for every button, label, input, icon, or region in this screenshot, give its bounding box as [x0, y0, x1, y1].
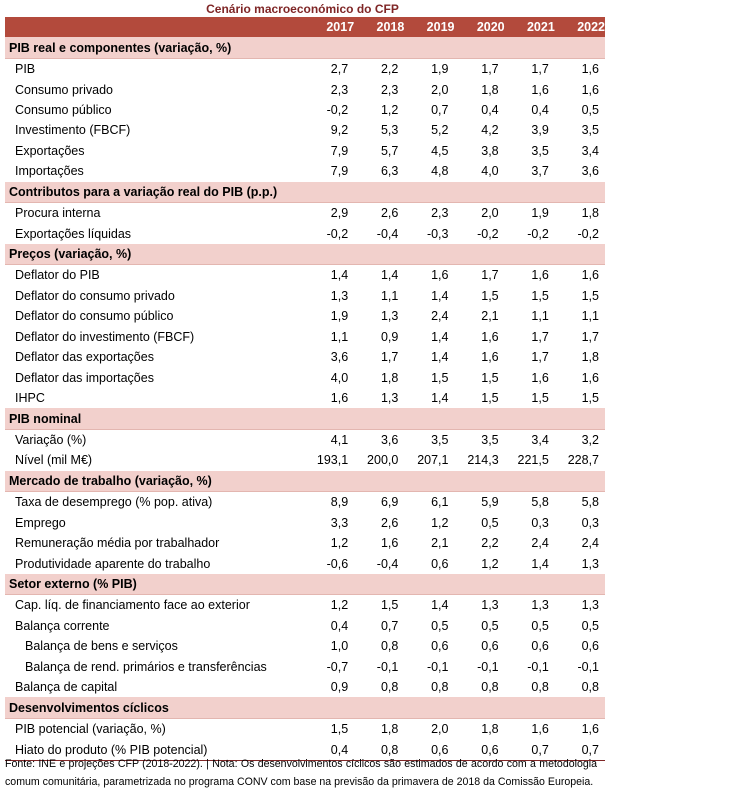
row-label: Deflator do consumo privado	[15, 288, 175, 303]
value-cell: -0,7	[326, 659, 349, 674]
value-cell: 1,3	[481, 598, 499, 613]
value-cell: -0,2	[477, 226, 499, 241]
table-row	[5, 367, 605, 387]
value-cell: 1,5	[481, 391, 499, 406]
table-row	[5, 616, 605, 636]
table-row	[5, 513, 605, 533]
table-row	[5, 58, 605, 79]
table-row	[5, 450, 605, 470]
value-cell: -0,2	[326, 102, 349, 117]
value-cell: 3,7	[531, 164, 549, 179]
macro-scenario-table	[5, 17, 605, 761]
value-cell: 1,6	[330, 391, 349, 406]
value-cell: 1,8	[481, 722, 499, 737]
value-cell: 2,3	[330, 82, 349, 97]
row-label: Cap. líq. de financiamento face ao exterior	[15, 598, 250, 613]
table-row	[5, 141, 605, 161]
row-label: Remuneração média por trabalhador	[15, 536, 220, 551]
value-cell: 1,5	[531, 288, 549, 303]
value-cell: -0,1	[376, 659, 399, 674]
value-cell: 214,3	[467, 453, 499, 468]
value-cell: 1,4	[431, 350, 449, 365]
value-cell: 1,2	[481, 556, 499, 571]
value-cell: 1,6	[531, 370, 549, 385]
table-row	[5, 202, 605, 223]
value-cell: 1,1	[581, 309, 599, 324]
value-cell: 3,6	[380, 432, 399, 447]
section-title: Setor externo (% PIB)	[5, 574, 605, 595]
value-cell: 0,4	[330, 618, 349, 633]
value-cell: 207,1	[417, 453, 449, 468]
value-cell: 2,0	[481, 206, 499, 221]
value-cell: 1,6	[531, 82, 549, 97]
value-cell: -0,2	[577, 226, 599, 241]
row-label: Deflator do investimento (FBCF)	[15, 329, 195, 344]
value-cell: 1,4	[330, 268, 349, 283]
value-cell: 1,5	[380, 598, 399, 613]
value-cell: 0,8	[481, 680, 499, 695]
value-cell: 1,6	[581, 722, 599, 737]
section-title: Preços (variação, %)	[5, 244, 605, 265]
value-cell: 0,7	[505, 739, 555, 760]
value-cell: 7,9	[330, 143, 349, 158]
value-cell: 6,1	[431, 495, 449, 510]
value-cell: 3,5	[431, 432, 449, 447]
section-title: Desenvolvimentos cíclicos	[5, 697, 605, 718]
value-cell: 1,9	[431, 62, 449, 77]
value-cell: 1,2	[330, 536, 349, 551]
value-cell: -0,2	[527, 226, 549, 241]
value-cell: -0,4	[376, 226, 399, 241]
section-header-row	[5, 408, 605, 429]
value-cell: -0,3	[426, 226, 449, 241]
row-label: Consumo público	[15, 102, 112, 117]
value-cell: 1,4	[380, 268, 399, 283]
table-row	[5, 677, 605, 697]
row-label: Exportações líquidas	[15, 226, 132, 241]
row-label: Nível (mil M€)	[15, 453, 93, 468]
value-cell: 1,5	[581, 391, 599, 406]
value-cell: 200,0	[367, 453, 399, 468]
value-cell: 1,6	[581, 62, 599, 77]
value-cell: 3,9	[531, 123, 549, 138]
value-cell: 1,8	[380, 370, 399, 385]
table-row	[5, 533, 605, 553]
value-cell: 1,8	[481, 82, 499, 97]
value-cell: 0,6	[481, 639, 499, 654]
section-title: PIB nominal	[5, 408, 605, 429]
value-cell: 0,5	[481, 515, 499, 530]
row-label: Deflator das exportações	[15, 350, 154, 365]
table-row	[5, 429, 605, 450]
value-cell: 8,9	[330, 495, 349, 510]
row-label: Consumo privado	[15, 82, 113, 97]
value-cell: 1,0	[330, 639, 349, 654]
row-label: Investimento (FBCF)	[15, 123, 131, 138]
value-cell: 2,0	[431, 82, 449, 97]
row-label: Produtividade aparente do trabalho	[15, 556, 211, 571]
row-label: Taxa de desemprego (% pop. ativa)	[15, 495, 213, 510]
value-cell: 1,4	[531, 556, 549, 571]
row-label: Balança de bens e serviços	[25, 639, 178, 654]
value-cell: 4,8	[431, 164, 449, 179]
table-row	[5, 657, 605, 677]
value-cell: 0,8	[354, 739, 404, 760]
value-cell: 1,2	[431, 515, 449, 530]
table-row	[5, 120, 605, 140]
row-label: Balança de capital	[15, 680, 118, 695]
value-cell: 2,3	[431, 206, 449, 221]
value-cell: 5,2	[431, 123, 449, 138]
table-row	[5, 327, 605, 347]
value-cell: 2,0	[431, 722, 449, 737]
value-cell: 2,9	[330, 206, 349, 221]
row-label: PIB	[15, 62, 36, 77]
row-label: Exportações	[15, 143, 85, 158]
value-cell: 3,8	[481, 143, 499, 158]
row-label: Variação (%)	[15, 432, 87, 447]
value-cell: 2,7	[330, 62, 349, 77]
value-cell: 4,5	[431, 143, 449, 158]
value-cell: 2,4	[531, 536, 549, 551]
value-cell: 3,6	[581, 164, 599, 179]
value-cell: 2,1	[481, 309, 499, 324]
value-cell: 0,8	[431, 680, 449, 695]
value-cell: 1,6	[531, 722, 549, 737]
table-row	[5, 718, 605, 739]
value-cell: 0,7	[380, 618, 399, 633]
value-cell: 1,3	[380, 309, 399, 324]
value-cell: 6,9	[380, 495, 399, 510]
table-row	[5, 636, 605, 656]
row-label: Deflator do PIB	[15, 268, 100, 283]
value-cell: 9,2	[330, 123, 349, 138]
value-cell: 4,0	[481, 164, 499, 179]
row-label: Hiato do produto (% PIB potencial)	[5, 739, 304, 760]
value-cell: 1,5	[481, 288, 499, 303]
year-header: 2022	[555, 17, 605, 37]
value-cell: 1,6	[581, 82, 599, 97]
table-row	[5, 388, 605, 408]
row-label: PIB potencial (variação, %)	[15, 722, 166, 737]
value-cell: 0,6	[454, 739, 504, 760]
value-cell: 2,4	[431, 309, 449, 324]
value-cell: 0,4	[304, 739, 354, 760]
section-header-row	[5, 697, 605, 718]
value-cell: 0,7	[555, 739, 605, 760]
row-label: Balança de rend. primários e transferências	[25, 659, 267, 674]
value-cell: 0,4	[531, 102, 549, 117]
value-cell: 2,4	[581, 536, 599, 551]
table-row	[5, 265, 605, 286]
value-cell: 1,6	[531, 268, 549, 283]
row-label: Emprego	[15, 515, 66, 530]
value-cell: 1,4	[431, 288, 449, 303]
value-cell: 7,9	[330, 164, 349, 179]
value-cell: -0,2	[326, 226, 349, 241]
value-cell: 1,3	[581, 598, 599, 613]
table-row	[5, 595, 605, 616]
year-header: 2019	[404, 17, 454, 37]
value-cell: 0,6	[431, 556, 449, 571]
section-header-row	[5, 37, 605, 58]
value-cell: 5,3	[380, 123, 399, 138]
table-title: Cenário macroeconómico do CFP	[206, 2, 399, 16]
table-row	[5, 306, 605, 326]
value-cell: 0,5	[581, 618, 599, 633]
value-cell: 1,7	[581, 329, 599, 344]
value-cell: 3,3	[330, 515, 349, 530]
value-cell: 3,2	[581, 432, 599, 447]
table-row	[5, 100, 605, 120]
value-cell: 1,4	[431, 391, 449, 406]
value-cell: 1,5	[481, 370, 499, 385]
value-cell: 1,2	[330, 598, 349, 613]
value-cell: 3,5	[581, 123, 599, 138]
value-cell: -0,1	[527, 659, 549, 674]
value-cell: 3,5	[531, 143, 549, 158]
value-cell: 0,8	[531, 680, 549, 695]
table-row	[5, 553, 605, 573]
value-cell: 1,5	[431, 370, 449, 385]
value-cell: 1,1	[531, 309, 549, 324]
value-cell: 0,8	[581, 680, 599, 695]
table-body	[5, 37, 605, 760]
year-header-row	[5, 17, 605, 37]
value-cell: 3,4	[531, 432, 549, 447]
value-cell: 4,1	[330, 432, 349, 447]
value-cell: 0,6	[581, 639, 599, 654]
value-cell: 3,4	[581, 143, 599, 158]
value-cell: 1,7	[531, 62, 549, 77]
value-cell: 4,2	[481, 123, 499, 138]
value-cell: 1,8	[581, 350, 599, 365]
value-cell: 1,6	[481, 329, 499, 344]
value-cell: 1,6	[581, 268, 599, 283]
value-cell: 1,9	[531, 206, 549, 221]
value-cell: 1,1	[380, 288, 399, 303]
value-cell: 1,5	[581, 288, 599, 303]
table-row	[5, 223, 605, 243]
table-row	[5, 79, 605, 99]
value-cell: -0,1	[426, 659, 449, 674]
value-cell: 1,7	[481, 268, 499, 283]
row-label: Importações	[15, 164, 84, 179]
source-footnote: Fonte: INE e projeções CFP (2018-2022). | Nota: Os desenvolvimentos cíclicos são estimados de acordo com a metodologia comum comunitária, parametrizada no programa CONV com base na previsão da primavera de 2018 da Comissão Europeia.	[5, 758, 597, 788]
value-cell: 0,9	[330, 680, 349, 695]
value-cell: 1,9	[330, 309, 349, 324]
value-cell: 1,3	[380, 391, 399, 406]
value-cell: 0,7	[431, 102, 449, 117]
value-cell: 1,8	[380, 722, 399, 737]
value-cell: 1,6	[431, 268, 449, 283]
value-cell: 1,3	[531, 598, 549, 613]
value-cell: 1,4	[431, 598, 449, 613]
table-row	[5, 492, 605, 513]
value-cell: -0,1	[577, 659, 599, 674]
value-cell: 1,7	[481, 62, 499, 77]
value-cell: 0,8	[380, 639, 399, 654]
value-cell: 5,9	[481, 495, 499, 510]
value-cell: 6,3	[380, 164, 399, 179]
year-header: 2021	[505, 17, 555, 37]
value-cell: 0,6	[431, 639, 449, 654]
value-cell: 2,1	[431, 536, 449, 551]
value-cell: 1,6	[581, 370, 599, 385]
year-header: 2020	[454, 17, 504, 37]
year-header: 2018	[354, 17, 404, 37]
value-cell: 1,2	[380, 102, 399, 117]
value-cell: 1,7	[531, 350, 549, 365]
value-cell: 193,1	[316, 453, 349, 468]
section-header-row	[5, 574, 605, 595]
value-cell: 1,8	[581, 206, 599, 221]
value-cell: 5,8	[531, 495, 549, 510]
value-cell: 1,6	[380, 536, 399, 551]
value-cell: -0,4	[376, 556, 399, 571]
section-header-row	[5, 471, 605, 492]
section-header-row	[5, 244, 605, 265]
value-cell: 0,4	[481, 102, 499, 117]
value-cell: 0,6	[404, 739, 454, 760]
year-header: 2017	[304, 17, 354, 37]
value-cell: 0,6	[531, 639, 549, 654]
value-cell: 3,6	[330, 350, 349, 365]
value-cell: 1,3	[330, 288, 349, 303]
value-cell: -0,1	[477, 659, 499, 674]
row-label: IHPC	[15, 391, 45, 406]
row-label: Deflator das importações	[15, 370, 154, 385]
value-cell: 0,5	[581, 102, 599, 117]
value-cell: 0,9	[380, 329, 399, 344]
table-row	[5, 161, 605, 181]
section-header-row	[5, 182, 605, 203]
value-cell: 1,7	[531, 329, 549, 344]
row-label: Procura interna	[15, 206, 101, 221]
row-label: Deflator do consumo público	[15, 309, 174, 324]
value-cell: 0,3	[531, 515, 549, 530]
value-cell: 5,8	[581, 495, 599, 510]
value-cell: 2,3	[380, 82, 399, 97]
value-cell: 1,6	[481, 350, 499, 365]
value-cell: 2,6	[380, 515, 399, 530]
value-cell: 1,5	[330, 722, 349, 737]
value-cell: 5,7	[380, 143, 399, 158]
section-title: Mercado de trabalho (variação, %)	[5, 471, 605, 492]
value-cell: 1,3	[581, 556, 599, 571]
value-cell: 0,5	[431, 618, 449, 633]
value-cell: 221,5	[517, 453, 549, 468]
value-cell: -0,6	[326, 556, 349, 571]
value-cell: 228,7	[567, 453, 599, 468]
value-cell: 2,2	[380, 62, 399, 77]
value-cell: 1,7	[380, 350, 399, 365]
section-title: PIB real e componentes (variação, %)	[5, 37, 605, 58]
value-cell: 1,5	[531, 391, 549, 406]
value-cell: 0,8	[380, 680, 399, 695]
value-cell: 0,5	[481, 618, 499, 633]
section-title: Contributos para a variação real do PIB (p.p.)	[5, 182, 605, 203]
value-cell: 0,3	[581, 515, 599, 530]
value-cell: 0,5	[531, 618, 549, 633]
header-corner	[5, 17, 304, 37]
value-cell: 2,6	[380, 206, 399, 221]
value-cell: 4,0	[330, 370, 349, 385]
value-cell: 1,4	[431, 329, 449, 344]
value-cell: 1,1	[330, 329, 349, 344]
table-row	[5, 286, 605, 306]
value-cell: 2,2	[481, 536, 499, 551]
value-cell: 3,5	[481, 432, 499, 447]
table-row	[5, 347, 605, 367]
row-label: Balança corrente	[15, 618, 110, 633]
